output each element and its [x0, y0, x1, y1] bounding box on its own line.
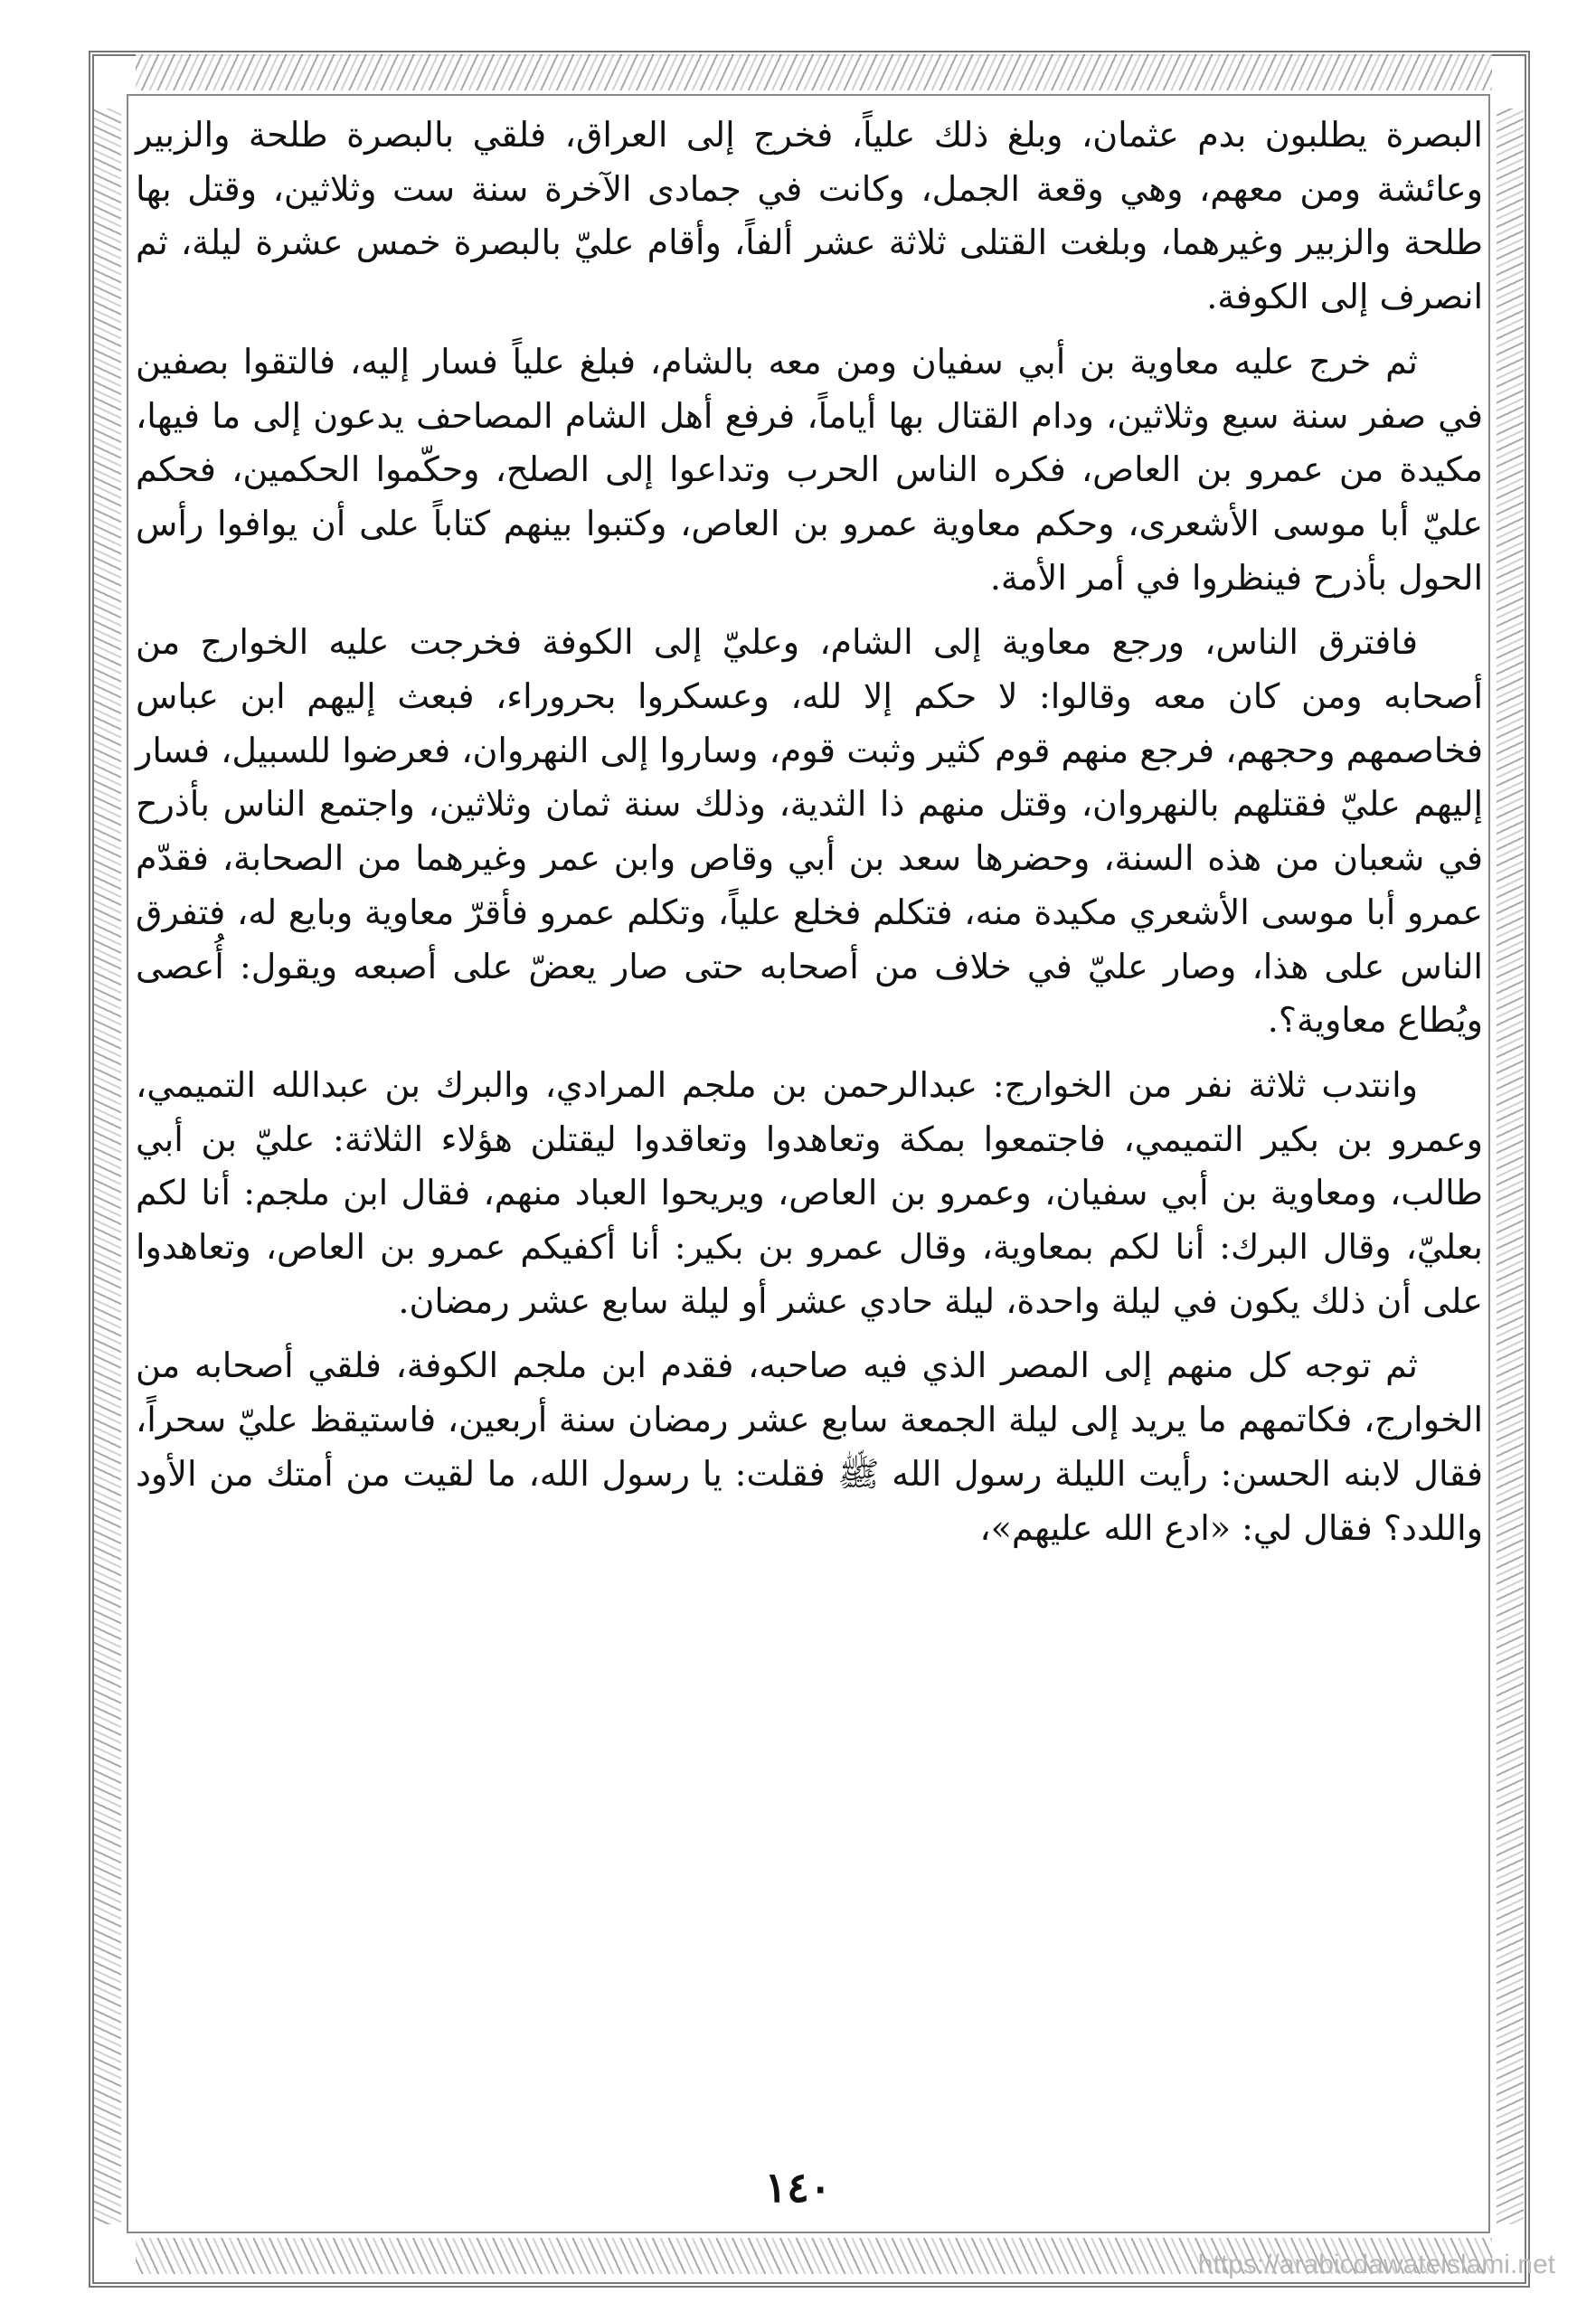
paragraph: فافترق الناس، ورجع معاوية إلى الشام، وعليّ إلى الكوفة فخرجت عليه الخوارج من أصحابه ومن كان معه وقالوا: لا حكم إلا لله، وعسكروا بحروراء، فبعث إليهم ابن عباس فخاصمهم وحجهم، فرجع منهم قوم كثير وثبت قوم، وساروا إلى النهروان، فعرضوا للسبيل، فسار إليهم عليّ فقتلهم بالنهروان، وقتل منهم ذا الثدية، وذلك سنة ثمان وثلاثين، واجتمع الناس بأذرح في شعبان من هذه السنة، وحضرها سعد بن أبي وقاص وابن عمر وغيرهما من الصحابة، فقدّم عمرو أبا موسى الأشعري مكيدة منه، فتكلم فخلع علياً، وتكلم عمرو فأقرّ معاوية وبايع له، فتفرق الناس على هذا، وصار عليّ في خلاف من أصحابه حتى صار يعضّ على أصبعه ويقول: أُعصى ويُطاع معاوية؟. — [136, 622, 1483, 1041]
paragraph: ثم خرج عليه معاوية بن أبي سفيان ومن معه بالشام، فبلغ علياً فسار إليه، فالتقوا بصفين في صفر سنة سبع وثلاثين، ودام القتال بها أياماً، فرفع أهل الشام المصاحف يدعون إلى ما فيها، مكيدة من عمرو بن العاص، فكره الناس الحرب وتداعوا إلى الصلح، وحكّموا الحكمين، فحكم عليّ أبا موسى الأشعرى، وحكم معاوية عمرو بن العاص، وكتبوا بينهم كتاباً على أن يوافوا رأس الحول بأذرح فينظروا في أمر الأمة. — [136, 341, 1483, 598]
paragraph: ثم توجه كل منهم إلى المصر الذي فيه صاحبه، فقدم ابن ملجم الكوفة، فلقي أصحابه من الخوارج، فكاتمهم ما يريد إلى ليلة الجمعة سابع عشر رمضان سنة أربعين، فاستيقظ عليّ سحراً، فقال لابنه الحسن: رأيت الليلة رسول الله ﷺ فقلت: يا رسول الله، ما لقيت من أمتك من الأود واللدد؟ فقال لي: «ادع الله عليهم»، — [136, 1345, 1483, 1548]
ornamental-border-left — [94, 109, 121, 2224]
body-text — [136, 109, 1483, 1566]
ornamental-border-right — [1497, 109, 1524, 2224]
ornamental-border-top — [136, 54, 1492, 90]
paragraph: وانتدب ثلاثة نفر من الخوارج: عبدالرحمن بن ملجم المرادي، والبرك بن عبدالله التميمي، وعمرو بن بكير التميمي، فاجتمعوا بمكة وتعاهدوا وتعاقدوا ليقتلن هؤلاء الثلاثة: عليّ بن أبي طالب، ومعاوية بن أبي سفيان، وعمرو بن العاص، ويريحوا العباد منهم، فقال ابن ملجم: أنا لكم بعليّ، وقال البرك: أنا لكم بمعاوية، وقال عمرو بن بكير: أنا أكفيكم عمرو بن العاص، وتعاهدوا على أن ذلك يكون في ليلة واحدة، ليلة حادي عشر أو ليلة سابع عشر رمضان. — [136, 1064, 1483, 1321]
watermark-url: https://arabicdawateislami.net — [1197, 2250, 1555, 2279]
page-number: ١٤٠ — [764, 2163, 832, 2212]
paragraph: البصرة يطلبون بدم عثمان، وبلغ ذلك علياً، فخرج إلى العراق، فلقي بالبصرة طلحة والزبير وعائشة ومن معهم، وهي وقعة الجمل، وكانت في جمادى الآخرة سنة ست وثلاثين، وقتل بها طلحة والزبير وغيرهما، وبلغت القتلى ثلاثة عشر ألفاً، وأقام عليّ بالبصرة خمس عشرة ليلة، ثم انصرف إلى الكوفة. — [136, 115, 1483, 317]
